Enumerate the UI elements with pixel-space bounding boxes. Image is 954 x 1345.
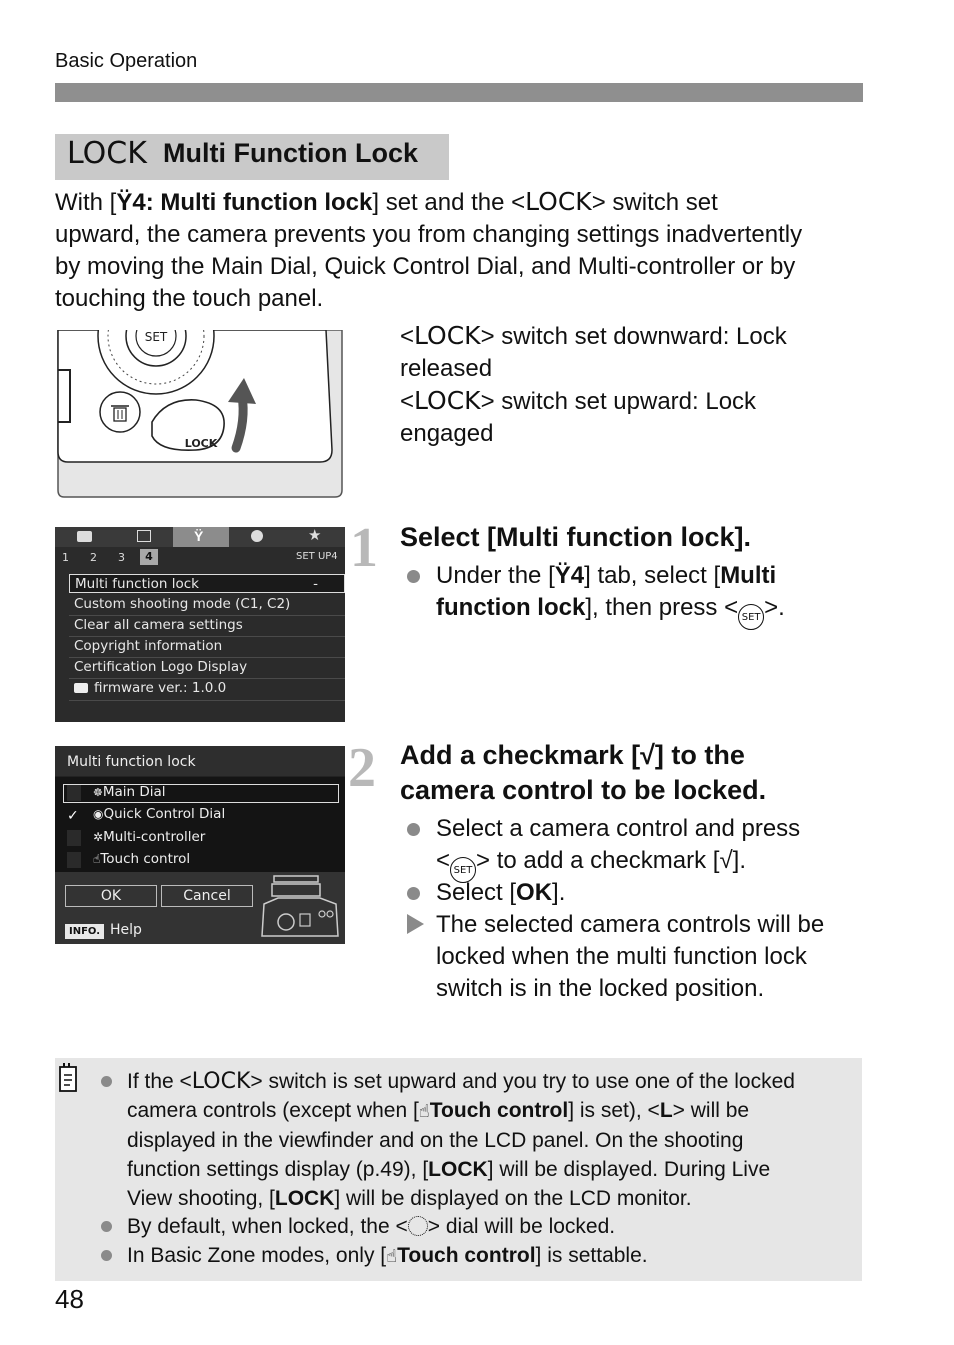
text: ]. bbox=[552, 879, 566, 906]
menu-item-label: Copyright information bbox=[74, 638, 223, 654]
lock-states-text: <LOCK> switch set downward: Lock released <LOCK> switch set upward: Lock engaged bbox=[400, 320, 840, 450]
text: ], then press < bbox=[585, 594, 739, 621]
camera-illustration bbox=[56, 330, 344, 498]
intro-line: touching the touch panel. bbox=[55, 285, 324, 312]
text: Select [ bbox=[436, 879, 517, 906]
text: The selected camera controls will be bbox=[436, 911, 825, 938]
touch-hand-icon: ☝ bbox=[386, 1246, 398, 1266]
step-title-line: camera control to be locked. bbox=[400, 775, 767, 805]
lock-symbol: LOCK bbox=[191, 1069, 251, 1094]
text: ] is settable. bbox=[535, 1244, 648, 1267]
step-number: 2 bbox=[348, 737, 376, 799]
text: > switch is set upward and you try to use one of the locked bbox=[250, 1070, 795, 1093]
menu-name: Multi bbox=[720, 562, 777, 589]
note-box bbox=[55, 1058, 862, 1281]
quick-control-dial-icon bbox=[408, 1216, 428, 1236]
result-arrow-icon bbox=[407, 914, 424, 934]
checkbox[interactable] bbox=[67, 830, 81, 846]
text: If the < bbox=[127, 1070, 192, 1093]
section-header-label: Basic Operation bbox=[55, 50, 198, 72]
wrench-tab-icon: Ÿ bbox=[554, 562, 571, 589]
header-rule bbox=[55, 83, 863, 102]
text: ] will be displayed. During Live bbox=[487, 1158, 771, 1181]
lock-symbol: LOCK bbox=[414, 386, 481, 415]
lock-engaged-text: engaged bbox=[400, 420, 494, 447]
set-button-icon: SET bbox=[450, 857, 476, 883]
step-title: Select [Multi function lock]. bbox=[400, 522, 752, 552]
camera-menu-screen bbox=[55, 527, 345, 722]
menu-item[interactable] bbox=[69, 637, 345, 656]
menu-tab-bar bbox=[55, 527, 345, 547]
cancel-button[interactable]: Cancel bbox=[161, 885, 253, 907]
setting-name: Touch control bbox=[429, 1099, 569, 1122]
bullet-icon bbox=[407, 570, 420, 583]
menu-item-label: Custom shooting mode (C1, C2) bbox=[74, 596, 291, 612]
set-button-label: SET bbox=[144, 330, 168, 344]
intro-text: ] set and the < bbox=[372, 189, 526, 216]
multi-function-lock-screen bbox=[55, 746, 345, 944]
bullet-icon bbox=[101, 1076, 112, 1087]
lock-engaged-text: > switch set upward: Lock bbox=[480, 388, 757, 415]
control-item-quick-control-dial[interactable] bbox=[93, 806, 225, 822]
control-label: Quick Control Dial bbox=[103, 806, 226, 822]
section-title: Multi Function Lock bbox=[163, 138, 418, 168]
memo-icon bbox=[58, 1063, 80, 1093]
subtab-4-active[interactable]: 4 bbox=[140, 549, 158, 565]
text: switch is in the locked position. bbox=[436, 975, 765, 1002]
intro-line: by moving the Main Dial, Quick Control Dial, and Multi-controller or by bbox=[55, 253, 796, 280]
intro-paragraph bbox=[55, 186, 855, 315]
tab-number: 4 bbox=[570, 562, 585, 589]
note-item bbox=[127, 1067, 857, 1213]
menu-item-label: Clear all camera settings bbox=[74, 617, 243, 633]
text: In Basic Zone modes, only [ bbox=[127, 1244, 387, 1267]
multi-controller-icon: ✲ bbox=[93, 830, 104, 844]
text: ] tab, select [ bbox=[584, 562, 721, 589]
lock-symbol: LOCK bbox=[414, 321, 481, 350]
screen-title: Multi function lock bbox=[55, 746, 345, 776]
star-tab-icon[interactable]: ★ bbox=[308, 527, 322, 544]
lock-indicator: L bbox=[659, 1099, 673, 1122]
step-title bbox=[400, 738, 860, 808]
divider bbox=[69, 700, 345, 701]
subtab-3[interactable]: 3 bbox=[118, 551, 125, 564]
touch-hand-icon: ☝ bbox=[93, 852, 101, 866]
setting-name: Touch control bbox=[397, 1244, 536, 1267]
step1-instruction bbox=[436, 560, 856, 630]
text: > will be bbox=[672, 1099, 750, 1122]
set-button-icon: SET bbox=[738, 604, 764, 630]
wrench-tab-icon[interactable]: Ÿ bbox=[194, 528, 204, 544]
checkbox-checked[interactable]: ✓ bbox=[67, 807, 79, 823]
bullet-icon bbox=[407, 823, 420, 836]
lock-indicator: LOCK bbox=[274, 1187, 335, 1210]
subtab-2[interactable]: 2 bbox=[90, 551, 97, 564]
text: ] is set), < bbox=[568, 1099, 660, 1122]
step-number: 1 bbox=[350, 517, 378, 579]
custom-tab-icon[interactable] bbox=[251, 530, 263, 542]
quick-control-dial-icon: ◉ bbox=[93, 807, 104, 821]
step2-instruction bbox=[436, 813, 856, 883]
text: > to add a checkmark [√]. bbox=[476, 847, 746, 874]
subtab-bar bbox=[55, 547, 345, 569]
ok-button[interactable]: OK bbox=[65, 885, 157, 907]
menu-item-label: Certification Logo Display bbox=[74, 659, 248, 675]
text: displayed in the viewfinder and on the LCD panel. On the shooting bbox=[127, 1129, 744, 1152]
intro-text: With [ bbox=[55, 189, 117, 216]
step2-result bbox=[436, 909, 856, 1005]
lock-symbol: LOCK bbox=[525, 187, 592, 216]
play-tab-icon[interactable] bbox=[137, 530, 151, 542]
control-label: Main Dial bbox=[102, 784, 166, 800]
checkbox[interactable] bbox=[67, 785, 81, 801]
subtab-1[interactable]: 1 bbox=[62, 551, 69, 564]
text: By default, when locked, the < bbox=[127, 1215, 408, 1238]
bullet-icon bbox=[407, 887, 420, 900]
control-label: Multi-controller bbox=[103, 829, 206, 845]
menu-item-label: firmware ver.: 1.0.0 bbox=[94, 680, 227, 696]
help-label: Help bbox=[110, 922, 142, 938]
text: function settings display (p.49), [ bbox=[127, 1158, 429, 1181]
lock-released-text: > switch set downward: Lock bbox=[480, 323, 787, 350]
menu-item-multi-function-lock[interactable] bbox=[69, 574, 345, 593]
intro-text: > switch set bbox=[591, 189, 718, 216]
menu-item[interactable] bbox=[69, 658, 345, 677]
touch-hand-icon: ☝ bbox=[418, 1101, 430, 1121]
text: < bbox=[436, 847, 451, 874]
lock-switch-label: LOCK bbox=[184, 437, 218, 450]
text: > dial will be locked. bbox=[427, 1215, 616, 1238]
menu-name: function lock bbox=[436, 594, 586, 621]
camera-top-icon bbox=[260, 874, 342, 942]
info-button-icon[interactable]: INFO. bbox=[65, 924, 104, 939]
text: ] will be displayed on the LCD monitor. bbox=[334, 1187, 692, 1210]
text: locked when the multi function lock bbox=[436, 943, 807, 970]
text: View shooting, [ bbox=[127, 1187, 275, 1210]
control-item-main-dial[interactable] bbox=[93, 784, 166, 800]
ok-label: OK bbox=[516, 879, 553, 906]
menu-item-value: - bbox=[313, 576, 318, 592]
menu-item[interactable] bbox=[69, 679, 345, 698]
camera-icon bbox=[74, 683, 88, 693]
main-dial-icon: ☸ bbox=[93, 786, 103, 799]
page-number: 48 bbox=[55, 1284, 84, 1314]
note-item bbox=[127, 1212, 615, 1241]
text: Select a camera control and press bbox=[436, 815, 801, 842]
step-title-line: Add a checkmark [√] to the bbox=[400, 740, 745, 770]
section-heading bbox=[55, 134, 449, 180]
setting-name: 4: Multi function lock bbox=[132, 189, 373, 216]
control-item-multi-controller[interactable] bbox=[93, 829, 205, 845]
bullet-icon bbox=[101, 1250, 112, 1261]
lock-released-text: released bbox=[400, 355, 493, 382]
control-item-touch-control[interactable] bbox=[93, 851, 190, 867]
text: >. bbox=[764, 594, 785, 621]
setup-page-label: SET UP4 bbox=[296, 551, 338, 562]
note-item bbox=[127, 1241, 648, 1271]
control-label: Touch control bbox=[100, 851, 191, 867]
wrench-tab-icon: Ÿ bbox=[116, 189, 133, 216]
menu-item-label: Multi function lock bbox=[75, 576, 199, 592]
menu-item[interactable] bbox=[69, 616, 345, 635]
text: Under the [ bbox=[436, 562, 555, 589]
intro-line: upward, the camera prevents you from changing settings inadvertently bbox=[55, 221, 803, 248]
menu-item[interactable] bbox=[69, 595, 345, 614]
step2-instruction bbox=[436, 877, 565, 909]
lock-symbol: LOCK bbox=[67, 136, 147, 171]
bullet-icon bbox=[101, 1221, 112, 1232]
text: camera controls (except when [ bbox=[127, 1099, 419, 1122]
camera-tab-icon[interactable] bbox=[77, 531, 92, 542]
lock-indicator: LOCK bbox=[428, 1158, 488, 1181]
checkbox[interactable] bbox=[67, 852, 81, 868]
